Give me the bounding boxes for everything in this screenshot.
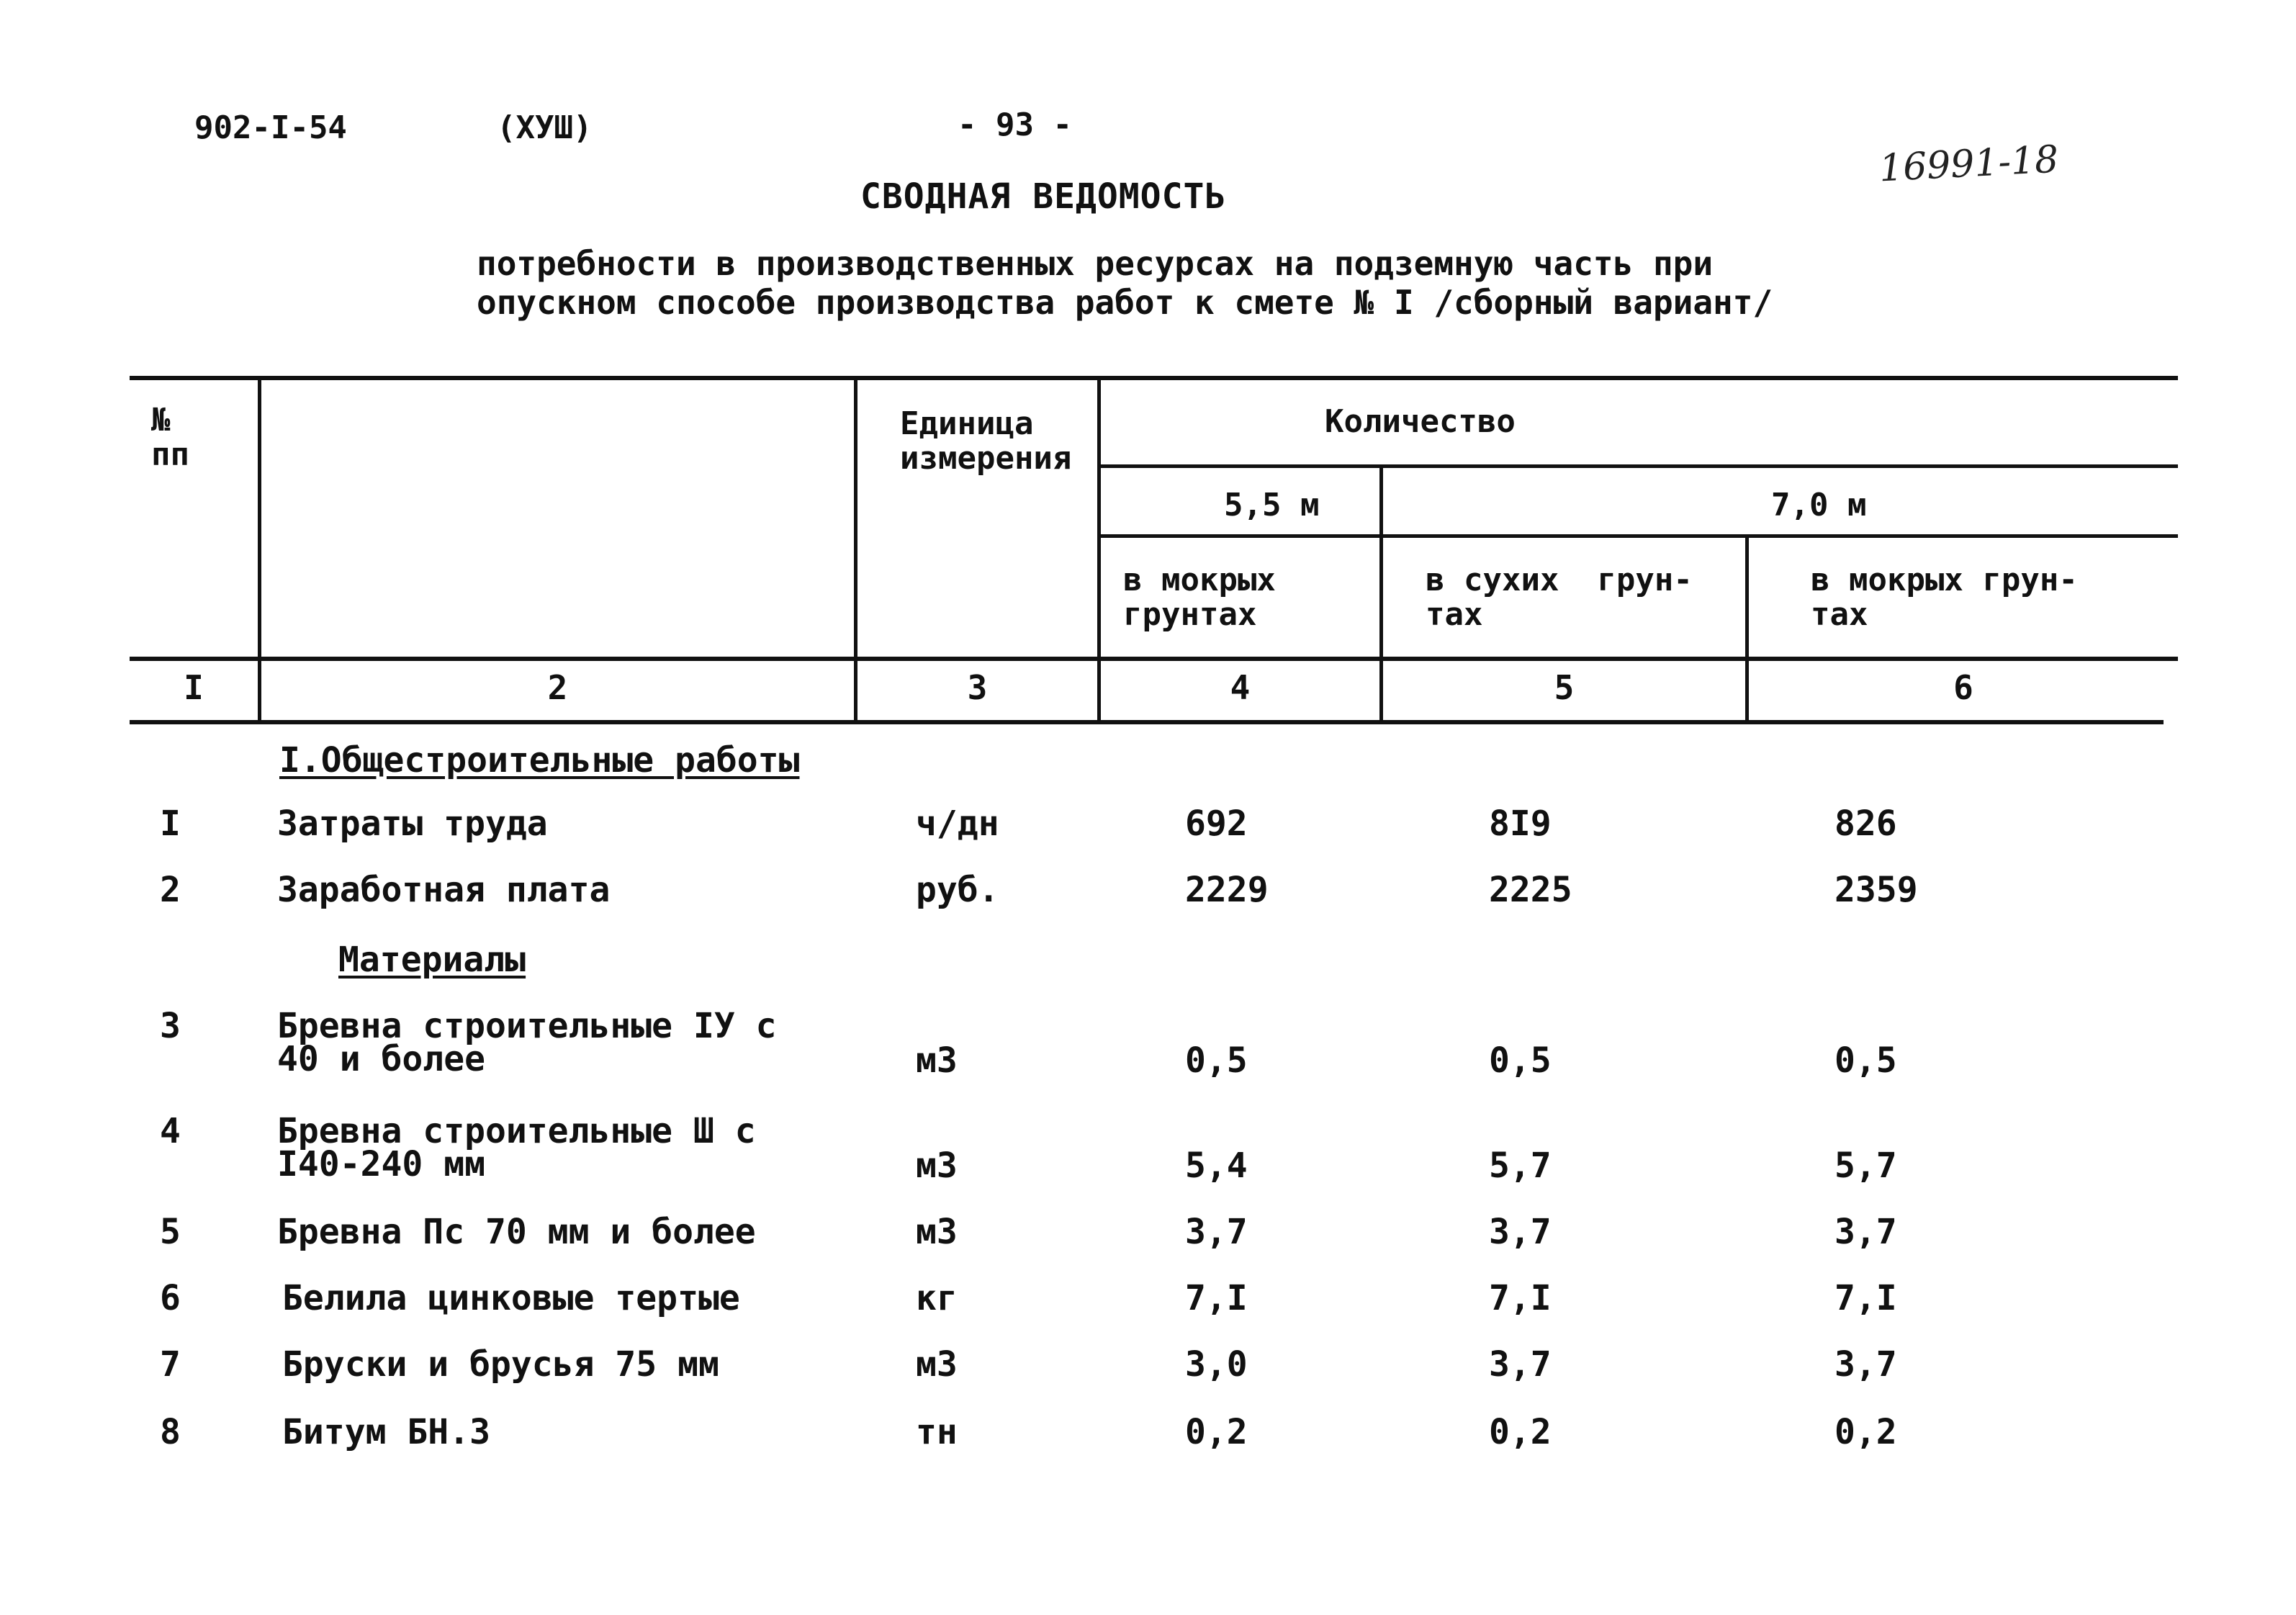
row-5-col4: 3,7 <box>1185 1212 1248 1252</box>
row-6-unit: кг <box>916 1278 958 1318</box>
row-4-col5: 5,7 <box>1489 1146 1552 1186</box>
header-depth-5-5: 5,5 м <box>1224 487 1320 523</box>
row-5-col5: 3,7 <box>1489 1212 1552 1252</box>
row-5-name: Бревна Пс 70 мм и более <box>277 1212 756 1252</box>
col-number-5: 5 <box>1554 668 1575 707</box>
row-7-col4: 3,0 <box>1185 1344 1248 1385</box>
row-2-name: Заработная плата <box>277 870 611 910</box>
subtitle-line-2: опускном способе производства работ к смете № I /сборный вариант/ <box>477 283 1773 322</box>
row-3-col5: 0,5 <box>1489 1040 1552 1081</box>
row-7-col5: 3,7 <box>1489 1344 1552 1385</box>
col-number-3: 3 <box>967 668 988 707</box>
row-8-col6: 0,2 <box>1834 1412 1897 1452</box>
row-2-col4: 2229 <box>1185 870 1269 910</box>
header-col6: в мокрых грун- тах <box>1811 562 2078 633</box>
row-6-col5: 7,I <box>1489 1278 1552 1318</box>
row-4-col6: 5,7 <box>1834 1146 1897 1186</box>
header-num: № пп <box>151 402 189 473</box>
row-8-num: 8 <box>160 1412 181 1452</box>
section-heading-materials: Материалы <box>338 940 526 980</box>
row-8-col4: 0,2 <box>1185 1412 1248 1452</box>
header-col5: в сухих грун- тах <box>1426 562 1693 633</box>
header-unit: Единица измерения <box>900 405 1072 477</box>
row-7-unit: м3 <box>916 1344 958 1385</box>
header-quantity: Количество <box>1325 403 1516 440</box>
quantity-divider <box>1097 464 2178 468</box>
row-3-col6: 0,5 <box>1834 1040 1897 1081</box>
depth-divider <box>1097 534 2178 538</box>
row-6-name: Белила цинковые тертые <box>282 1278 740 1318</box>
col-number-1: I <box>184 668 204 707</box>
row-4-num: 4 <box>160 1111 181 1151</box>
row-2-unit: руб. <box>916 870 999 910</box>
row-2-col5: 2225 <box>1489 870 1572 910</box>
subtitle-line-1: потребности в производственных ресурсах на подземную часть при <box>477 244 1714 283</box>
row-8-unit: тн <box>916 1412 958 1452</box>
row-5-num: 5 <box>160 1212 181 1252</box>
document-code: 902-I-54 <box>194 109 347 146</box>
header-col4: в мокрых грунтах <box>1123 562 1276 633</box>
row-4-unit: м3 <box>916 1146 958 1186</box>
row-3-unit: м3 <box>916 1040 958 1081</box>
row-3-col4: 0,5 <box>1185 1040 1248 1081</box>
row-7-col6: 3,7 <box>1834 1344 1897 1385</box>
row-8-col5: 0,2 <box>1489 1412 1552 1452</box>
row-6-col4: 7,I <box>1185 1278 1248 1318</box>
section-code: (ХУШ) <box>497 109 593 146</box>
page-number: - 93 - <box>958 107 1072 143</box>
row-8-name: Битум БН.3 <box>282 1412 490 1452</box>
row-2-num: 2 <box>160 870 181 910</box>
row-3-name: Бревна строительные IУ с 40 и более <box>277 1006 777 1079</box>
col-number-6: 6 <box>1953 668 1973 707</box>
page-title: СВОДНАЯ ВЕДОМОСТЬ <box>860 176 1227 217</box>
row-1-col4: 692 <box>1185 804 1248 844</box>
row-6-col6: 7,I <box>1834 1278 1897 1318</box>
row-1-col5: 8I9 <box>1489 804 1552 844</box>
row-1-num: I <box>160 804 181 844</box>
row-1-name: Затраты труда <box>277 804 548 844</box>
row-5-col6: 3,7 <box>1834 1212 1897 1252</box>
column-numbers-bottom-border <box>130 720 2164 724</box>
col-number-2: 2 <box>547 668 568 707</box>
table-top-border <box>130 376 2178 380</box>
row-5-unit: м3 <box>916 1212 958 1252</box>
handwritten-number: 16991-18 <box>1878 138 2060 191</box>
header-depth-7-0: 7,0 м <box>1771 487 1867 523</box>
section-heading-general-works: I.Общестроительные работы <box>279 740 800 780</box>
row-7-num: 7 <box>160 1344 181 1385</box>
row-3-num: 3 <box>160 1006 181 1046</box>
row-2-col6: 2359 <box>1834 870 1918 910</box>
row-4-name: Бревна строительные Ш с I40-240 мм <box>277 1111 756 1184</box>
row-1-unit: ч/дн <box>916 804 999 844</box>
col-number-4: 4 <box>1230 668 1251 707</box>
row-6-num: 6 <box>160 1278 181 1318</box>
row-1-col6: 826 <box>1834 804 1897 844</box>
header-bottom-border <box>130 657 2178 661</box>
row-4-col4: 5,4 <box>1185 1146 1248 1186</box>
row-7-name: Бруски и брусья 75 мм <box>282 1344 719 1385</box>
